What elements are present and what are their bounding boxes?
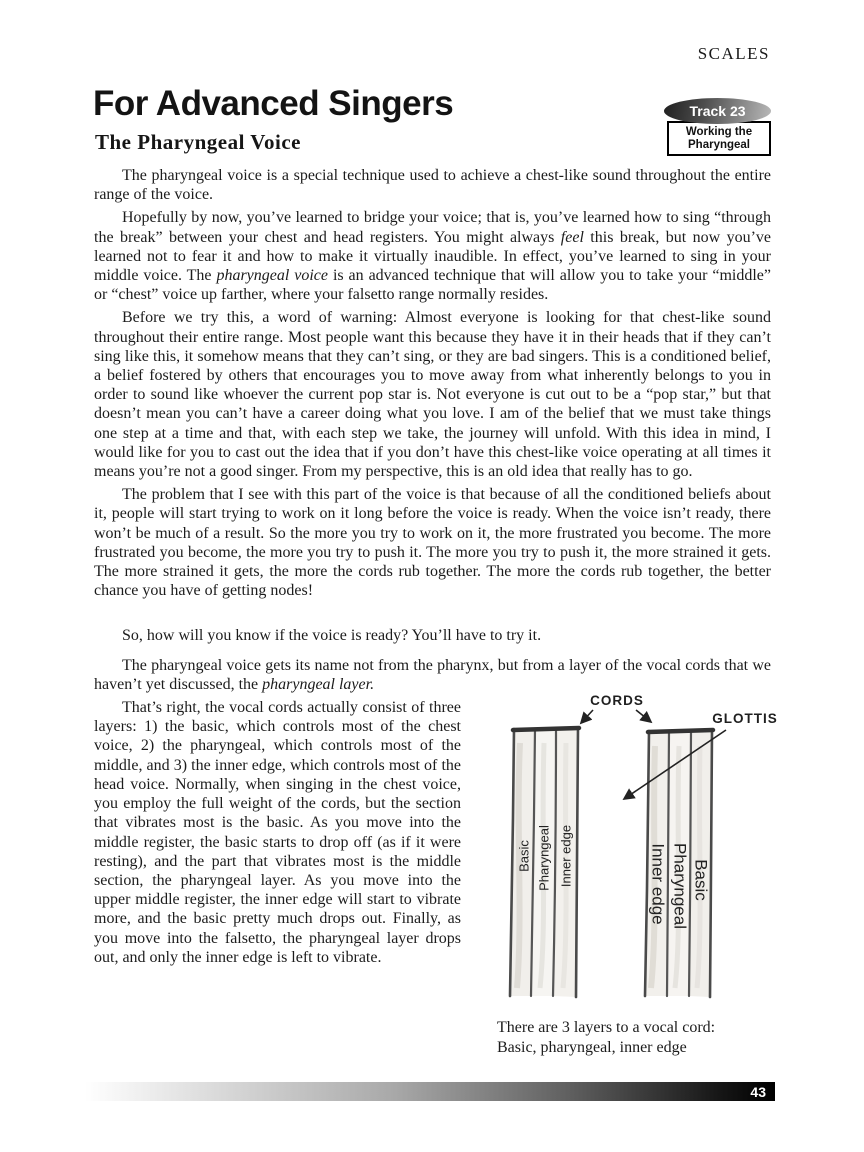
right-layer-basic-label: Basic [691, 859, 711, 901]
paragraph-1: The pharyngeal voice is a special technique used to achieve a chest-like sound throughout the entire range of the voice. [94, 167, 771, 204]
cords-label: CORDS [590, 693, 644, 708]
right-layer-inner-edge-label: Inner edge [648, 843, 668, 925]
paragraph-7: That’s right, the vocal cords actually consist of three layers: 1) the basic, which controls most of the chest voice, 2) the pharyngeal, which controls most of the middle, and 3) the inner edge, which controls most of the head voice. Normally, when singing in the chest voice, you employ the full weight of the cords, but the section that vibrates most is the basic. As you move into the middle register, the basic starts to drop off (as if it were resting), and the part that vibrates most is the middle section, the pharyngeal layer. As you move into the upper middle register, the inner edge will start to vibrate more, and the basic pretty much drops out. Finally, as you move into the falsetto, the pharyngeal layer drops out, and only the inner edge is left to vibrate. [94, 699, 461, 966]
page-number: 43 [750, 1083, 766, 1100]
track-title-line2: Pharyngeal [688, 139, 750, 151]
diagram-caption [497, 1018, 715, 1058]
left-layer-inner-edge-label: Inner edge [558, 824, 574, 888]
paragraph-4: The problem that I see with this part of the voice is that because of all the conditioned beliefs about it, people will start trying to work on it long before the voice is ready. When the voice isn’t ready, there won’t be much of a result. So the more you try to work on it, the more frustrated you become. The more frustrated you become, the more you try to push it. The more you try to push it, the more strained it gets. The more strained it gets, the more the cords rub together. The more the cords rub together, the better chance you have of getting nodes! [94, 486, 771, 600]
left-layer-basic-label: Basic [516, 840, 532, 872]
footer-bar [85, 1082, 775, 1101]
page-title: For Advanced Singers [93, 84, 454, 123]
section-subtitle: The Pharyngeal Voice [95, 130, 302, 154]
cords-arrow-right-icon [636, 710, 651, 722]
left-layer-pharyngeal-label: Pharyngeal [536, 825, 552, 891]
vocal-cords-diagram [480, 688, 864, 1020]
track-title-line1: Working the [685, 126, 753, 138]
right-layer-pharyngeal-label: Pharyngeal [670, 842, 690, 930]
track-badge [664, 98, 774, 156]
paragraph-5: So, how will you know if the voice is ready? You’ll have to try it. [122, 627, 542, 645]
paragraph-3: Before we try this, a word of warning: Almost everyone is looking for that chest-like sound throughout their entire range. Most people want this because they have it in their heads that if they can’t sing like this, it somehow means that they can’t sing, or they are bad singers. This is a conditioned belief, a belief fostered by others that encourages you to move away from what inherently belongs to you in order to sound like whoever the current pop star is. Not everyone is cut out to be a “pop star,” but that doesn’t mean you can’t have a career doing what you love. I am of the belief that we must take things one step at a time and that, with each step we take, the journey will unfold. With this idea in mind, I would like for you to cast out the idea that if you don’t have this chest-like voice operating at all times it means you’re not a good singer. From my perspective, this is an old idea that really has to go. [94, 309, 771, 481]
running-head: SCALES [697, 44, 770, 63]
glottis-label: GLOTTIS [712, 711, 778, 726]
cords-arrow-left-icon [581, 710, 593, 723]
left-cord [510, 728, 579, 997]
right-cord [645, 730, 713, 997]
paragraph-6: The pharyngeal voice gets its name not from the pharynx, but from a layer of the vocal cords that we haven’t yet discussed, the pharyngeal layer. [94, 656, 771, 693]
track-title-box [667, 121, 771, 156]
track-number-badge [664, 98, 771, 124]
paragraph-2: Hopefully by now, you’ve learned to bridge your voice; that is, you’ve learned how to sing “through the break” between your chest and head registers. You might always feel this break, but now you’ve learned not to fear it and how to make it virtually inaudible. In effect, you’ve learned to sing in your middle voice. The pharyngeal voice is an advanced technique that will allow you to take your “middle” or “chest” voice up farther, where your falsetto range normally resides. [94, 209, 772, 304]
track-number-label: Track 23 [689, 103, 746, 119]
diagram-caption-line2: Basic, pharyngeal, inner edge [497, 1039, 687, 1056]
diagram-caption-line1: There are 3 layers to a vocal cord: [497, 1019, 716, 1036]
